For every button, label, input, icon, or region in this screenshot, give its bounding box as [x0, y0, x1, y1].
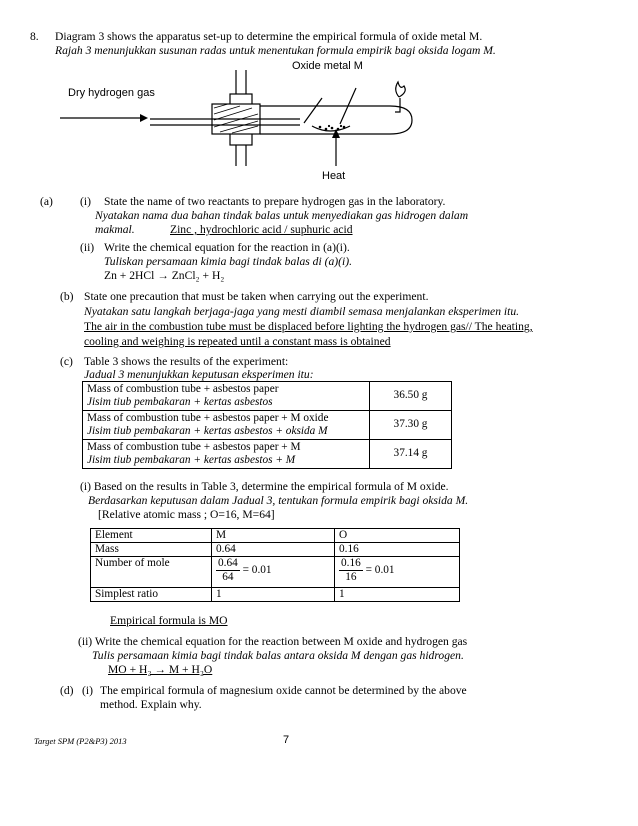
qd-i-en-2: method. Explain why.	[100, 698, 202, 711]
ef-mass-m: 0.64	[212, 543, 335, 557]
ef-ratio-label: Simplest ratio	[91, 588, 212, 602]
ef-mole-o-fraction	[339, 557, 363, 584]
ef-mole-o-den: 16	[345, 571, 357, 583]
qa-ii-en: Write the chemical equation for the reaction in (a)(i).	[104, 241, 350, 254]
q8-text-en: Diagram 3 shows the apparatus set-up to determine the empirical formula of oxide metal M.	[55, 30, 483, 43]
qd-i-label: (i)	[82, 684, 93, 697]
qc-label: (c)	[60, 355, 73, 368]
ef-h2: M	[212, 529, 335, 543]
ef-ratio-o: 1	[335, 588, 460, 602]
row3-value: 37.14 g	[370, 439, 452, 468]
qb-answer-2: cooling and weighing is repeated until a constant mass is obtained	[84, 335, 391, 348]
ef-mass-label: Mass	[91, 543, 212, 557]
qc-en: Table 3 shows the results of the experiment:	[84, 355, 289, 368]
row3-my: Jisim tiub pembakaran + kertas asbestos + M	[87, 453, 296, 466]
qa-label: (a)	[40, 195, 53, 208]
row2-my: Jisim tiub pembakaran + kertas asbestos + oksida M	[87, 424, 328, 437]
ef-mole-m-res: = 0.01	[242, 564, 272, 577]
row1-en: Mass of combustion tube + asbestos paper	[87, 383, 279, 395]
table-row	[91, 529, 460, 543]
ef-mole-o-res: = 0.01	[365, 564, 395, 577]
row2-value: 37.30 g	[370, 410, 452, 439]
row2-en: Mass of combustion tube + asbestos paper + M oxide	[87, 411, 329, 424]
qa-i-my-2: makmal.	[95, 223, 135, 236]
qb-en: State one precaution that must be taken when carrying out the experiment.	[84, 290, 429, 303]
qd-i-en-1: The empirical formula of magnesium oxide cannot be determined by the above	[100, 684, 467, 697]
label-oxide-metal: Oxide metal M	[292, 60, 363, 72]
q8-number: 8.	[30, 30, 39, 43]
ef-mole-m-fraction	[216, 557, 240, 584]
qb-my: Nyatakan satu langkah berjaga-jaga yang mesti diambil semasa menjalankan eksperimen itu.	[84, 305, 520, 318]
ef-mole-m-den: 64	[222, 571, 234, 583]
qb-answer-1: The air in the combustion tube must be displaced before lighting the hydrogen gas// The heating,	[84, 320, 533, 333]
row1-value: 36.50 g	[370, 382, 452, 411]
ef-mole-m-num: 0.64	[218, 557, 238, 569]
qa-ii-label: (ii)	[80, 241, 95, 254]
qa-i-label: (i)	[80, 195, 91, 208]
qc-my: Jadual 3 menunjukkan keputusan eksperimen itu:	[84, 368, 314, 381]
empirical-table	[90, 528, 460, 602]
qa-ii-my: Tuliskan persamaan kimia bagi tindak balas di (a)(i).	[104, 255, 352, 268]
qa-ii-answer: Zn + 2HCl → ZnCl₂ + H₂	[104, 269, 225, 282]
flame	[396, 82, 406, 97]
ef-mass-o: 0.16	[335, 543, 460, 557]
label-heat: Heat	[322, 170, 346, 182]
table-row	[91, 543, 460, 557]
ef-mole-o-num: 0.16	[341, 557, 361, 569]
qc-ii-my: Tulis persamaan kimia bagi tindak balas antara oksida M dengan gas hidrogen.	[92, 649, 464, 662]
qa-i-answer: Zinc , hydrochloric acid / suphuric acid	[170, 223, 353, 236]
table-row	[83, 439, 452, 468]
qd-label: (d)	[60, 684, 74, 697]
results-table	[82, 381, 452, 469]
qa-i-en: State the name of two reactants to prepare hydrogen gas in the laboratory.	[104, 195, 446, 208]
qc-ram: [Relative atomic mass ; O=16, M=64]	[98, 508, 275, 521]
qb-label: (b)	[60, 290, 74, 303]
label-dry-hydrogen: Dry hydrogen gas	[68, 87, 155, 99]
qc-i-my: Berdasarkan keputusan dalam Jadual 3, tentukan formula empirik bagi oksida M.	[88, 494, 469, 507]
qc-i-en: (i) Based on the results in Table 3, determine the empirical formula of M oxide.	[80, 480, 449, 493]
row1-my: Jisim tiub pembakaran + kertas asbestos	[87, 395, 273, 408]
table-row	[91, 588, 460, 602]
qc-formula: Empirical formula is MO	[110, 614, 228, 627]
ef-mole-label: Number of mole	[91, 557, 212, 588]
ef-ratio-m: 1	[212, 588, 335, 602]
clamp-bottom	[230, 133, 252, 145]
qa-i-my-1: Nyatakan nama dua bahan tindak balas untuk menyediakan gas hidrogen dalam	[95, 209, 469, 222]
footer-left: Target SPM (P2&P3) 2013	[34, 736, 127, 746]
row3-en: Mass of combustion tube + asbestos paper + M	[87, 440, 301, 453]
ef-h1: Element	[91, 529, 212, 543]
ef-h3: O	[335, 529, 460, 543]
q8-text-my: Rajah 3 menunjukkan susunan radas untuk menentukan formula empirik bagi oksida logam M.	[55, 44, 496, 57]
qc-ii-answer: MO + H₂ → M + H₂O	[108, 663, 213, 676]
table-row	[91, 557, 460, 588]
page-number: 7	[283, 734, 290, 746]
table-row	[83, 410, 452, 439]
qc-ii-en: (ii) Write the chemical equation for the reaction between M oxide and hydrogen gas	[78, 635, 468, 648]
table-row	[83, 382, 452, 411]
